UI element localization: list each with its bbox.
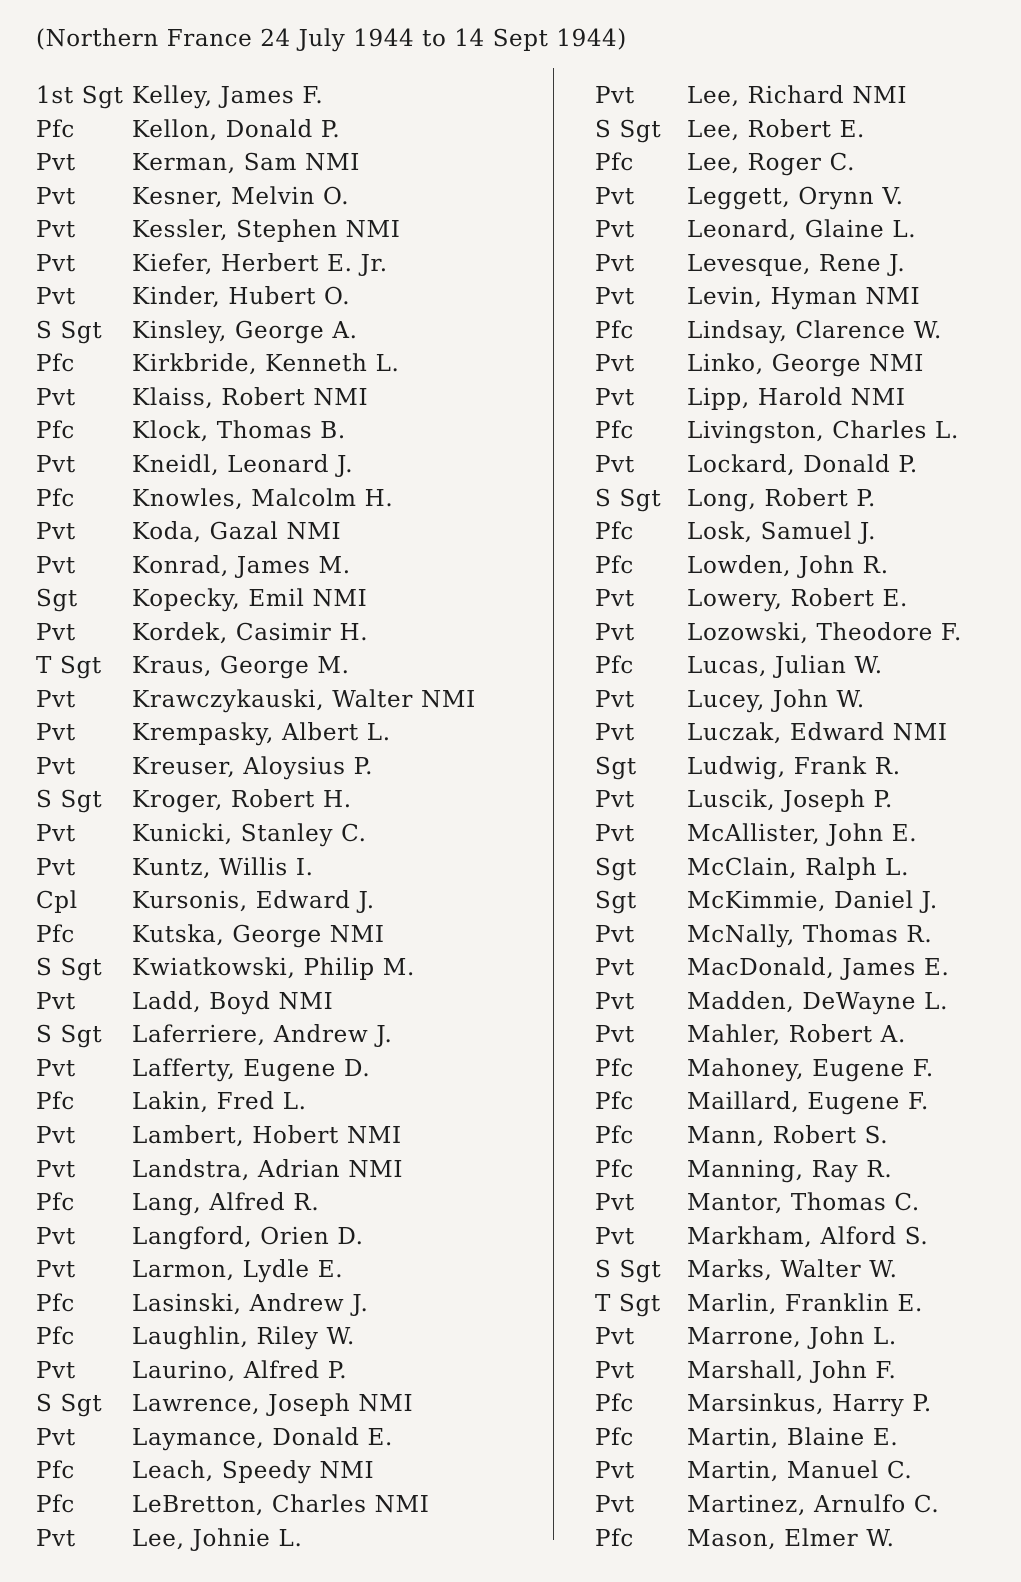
roster-entry xyxy=(36,1422,476,1456)
rank-label: Pfc xyxy=(36,1324,75,1351)
roster-entry xyxy=(595,617,962,651)
rank-label: Pvt xyxy=(595,1324,635,1351)
roster-entry xyxy=(595,1489,962,1523)
soldier-name: Knowles, Malcolm H. xyxy=(132,485,394,512)
roster-entry xyxy=(36,583,476,617)
soldier-name: Lawrence, Joseph NMI xyxy=(132,1391,414,1418)
soldier-name: Kirkbride, Kenneth L. xyxy=(132,351,400,378)
right-roster-column xyxy=(595,80,962,1556)
rank-label: Pvt xyxy=(595,284,635,311)
rank-label: Pvt xyxy=(36,1055,76,1082)
page-title: (Northern France 24 July 1944 to 14 Sept 1944) xyxy=(36,26,627,52)
rank-label: Pfc xyxy=(595,1525,634,1552)
rank-label: Pvt xyxy=(595,250,635,277)
roster-entry xyxy=(36,483,476,517)
roster-entry xyxy=(595,1422,962,1456)
rank-label: Pvt xyxy=(36,250,76,277)
soldier-name: Kwiatkowski, Philip M. xyxy=(132,955,416,982)
soldier-name: Lakin, Fred L. xyxy=(132,1089,307,1116)
roster-entry xyxy=(595,1019,962,1053)
roster-entry xyxy=(36,617,476,651)
soldier-name: Kiefer, Herbert E. Jr. xyxy=(132,250,388,277)
soldier-name: Lang, Alfred R. xyxy=(132,1190,320,1217)
soldier-name: Kutska, George NMI xyxy=(132,921,385,948)
roster-entry xyxy=(36,952,476,986)
soldier-name: Lowden, John R. xyxy=(687,552,889,579)
soldier-name: Kordek, Casimir H. xyxy=(132,619,369,646)
soldier-name: Laughlin, Riley W. xyxy=(132,1324,355,1351)
soldier-name: Kraus, George M. xyxy=(132,653,350,680)
soldier-name: Laurino, Alfred P. xyxy=(132,1357,348,1384)
roster-entry xyxy=(36,1388,476,1422)
soldier-name: Marlin, Franklin E. xyxy=(687,1290,924,1317)
roster-entry xyxy=(36,382,476,416)
roster-entry xyxy=(595,1154,962,1188)
rank-label: Pfc xyxy=(595,1055,634,1082)
roster-entry xyxy=(595,315,962,349)
roster-entry xyxy=(36,717,476,751)
roster-entry xyxy=(595,550,962,584)
roster-entry xyxy=(595,919,962,953)
rank-label: Pvt xyxy=(36,1525,76,1552)
rank-label: Pvt xyxy=(595,1357,635,1384)
rank-label: T Sgt xyxy=(595,1290,661,1317)
soldier-name: Landstra, Adrian NMI xyxy=(132,1156,404,1183)
soldier-name: Kopecky, Emil NMI xyxy=(132,586,368,613)
soldier-name: Lee, Roger C. xyxy=(687,150,856,177)
roster-entry xyxy=(36,214,476,248)
rank-label: Pvt xyxy=(595,83,635,109)
soldier-name: Losk, Samuel J. xyxy=(687,519,877,546)
rank-label: S Sgt xyxy=(595,116,662,143)
roster-entry xyxy=(36,281,476,315)
rank-label: Pfc xyxy=(36,1458,75,1485)
soldier-name: Lee, Robert E. xyxy=(687,116,866,143)
rank-label: Pvt xyxy=(36,1156,76,1183)
roster-entry xyxy=(36,181,476,215)
rank-label: Pfc xyxy=(595,317,634,344)
rank-label: Pvt xyxy=(595,217,635,244)
roster-entry xyxy=(595,650,962,684)
rank-label: Pvt xyxy=(595,619,635,646)
roster-entry xyxy=(595,415,962,449)
roster-entry xyxy=(595,1355,962,1389)
rank-label: Pvt xyxy=(36,720,76,747)
roster-entry xyxy=(36,1154,476,1188)
roster-entry xyxy=(36,516,476,550)
rank-label: Pvt xyxy=(595,821,635,848)
soldier-name: Konrad, James M. xyxy=(132,552,351,579)
soldier-name: Kneidl, Leonard J. xyxy=(132,452,354,479)
soldier-name: Kinder, Hubert O. xyxy=(132,284,351,311)
roster-entry xyxy=(595,483,962,517)
rank-label: Pvt xyxy=(36,1357,76,1384)
soldier-name: Lucas, Julian W. xyxy=(687,653,883,680)
rank-label: Pvt xyxy=(36,384,76,411)
rank-label: Pvt xyxy=(595,955,635,982)
soldier-name: Lucey, John W. xyxy=(687,686,865,713)
soldier-name: Ludwig, Frank R. xyxy=(687,753,901,780)
roster-entry xyxy=(36,348,476,382)
roster-entry xyxy=(36,1254,476,1288)
roster-entry xyxy=(595,1187,962,1221)
roster-entry xyxy=(36,852,476,886)
soldier-name: Marshall, John F. xyxy=(687,1357,897,1384)
rank-label: S Sgt xyxy=(36,1022,103,1049)
soldier-name: McAllister, John E. xyxy=(687,821,918,848)
soldier-name: Krawczykauski, Walter NMI xyxy=(132,686,476,713)
roster-entry xyxy=(595,751,962,785)
roster-entry xyxy=(36,248,476,282)
roster-entry xyxy=(595,684,962,718)
roster-entry xyxy=(36,415,476,449)
soldier-name: McClain, Ralph L. xyxy=(687,854,910,881)
roster-entry xyxy=(36,1086,476,1120)
roster-entry xyxy=(595,114,962,148)
roster-entry xyxy=(36,449,476,483)
soldier-name: Langford, Orien D. xyxy=(132,1223,364,1250)
rank-label: S Sgt xyxy=(36,955,103,982)
roster-entry xyxy=(595,348,962,382)
rank-label: Pvt xyxy=(595,787,635,814)
rank-label: Pvt xyxy=(36,686,76,713)
roster-entry xyxy=(595,818,962,852)
rank-label: S Sgt xyxy=(36,1391,103,1418)
rank-label: Pvt xyxy=(36,284,76,311)
rank-label: Pvt xyxy=(595,686,635,713)
soldier-name: McKimmie, Daniel J. xyxy=(687,888,938,915)
roster-entry xyxy=(595,80,962,114)
rank-label: Pfc xyxy=(595,418,634,445)
rank-label: Cpl xyxy=(36,888,78,915)
soldier-name: Lee, Richard NMI xyxy=(687,83,908,109)
soldier-name: Luscik, Joseph P. xyxy=(687,787,894,814)
roster-entry xyxy=(36,147,476,181)
rank-label: Pvt xyxy=(595,1190,635,1217)
rank-label: Sgt xyxy=(595,888,637,915)
rank-label: Pvt xyxy=(595,921,635,948)
rank-label: Pfc xyxy=(595,1391,634,1418)
roster-entry xyxy=(36,114,476,148)
soldier-name: McNally, Thomas R. xyxy=(687,921,933,948)
rank-label: Pvt xyxy=(595,384,635,411)
roster-entry xyxy=(595,1120,962,1154)
roster-entry xyxy=(36,1455,476,1489)
roster-entry xyxy=(36,919,476,953)
rank-label: Sgt xyxy=(36,586,78,613)
rank-label: T Sgt xyxy=(36,653,102,680)
soldier-name: Martin, Blaine E. xyxy=(687,1424,899,1451)
soldier-name: Leonard, Glaine L. xyxy=(687,217,917,244)
roster-entry xyxy=(36,1053,476,1087)
roster-entry xyxy=(36,315,476,349)
rank-label: S Sgt xyxy=(36,317,103,344)
rank-label: Pfc xyxy=(36,1190,75,1217)
roster-entry xyxy=(595,583,962,617)
rank-label: Pfc xyxy=(36,351,75,378)
soldier-name: Marsinkus, Harry P. xyxy=(687,1391,932,1418)
rank-label: Pfc xyxy=(595,1156,634,1183)
rank-label: Pfc xyxy=(595,1089,634,1116)
soldier-name: Mason, Elmer W. xyxy=(687,1525,895,1552)
soldier-name: Mahler, Robert A. xyxy=(687,1022,907,1049)
roster-entry xyxy=(595,181,962,215)
rank-label: Pfc xyxy=(595,150,634,177)
roster-entry xyxy=(595,281,962,315)
rank-label: Pvt xyxy=(595,586,635,613)
rank-label: Pvt xyxy=(36,150,76,177)
rank-label: 1st Sgt xyxy=(36,83,124,109)
rank-label: Pvt xyxy=(595,1223,635,1250)
rank-label: Pvt xyxy=(36,619,76,646)
soldier-name: Livingston, Charles L. xyxy=(687,418,960,445)
rank-label: Pfc xyxy=(36,1089,75,1116)
soldier-name: Marks, Walter W. xyxy=(687,1257,898,1284)
rank-label: Pvt xyxy=(36,1122,76,1149)
soldier-name: Martinez, Arnulfo C. xyxy=(687,1491,940,1518)
soldier-name: Leggett, Orynn V. xyxy=(687,183,904,210)
soldier-name: Kuntz, Willis I. xyxy=(132,854,314,881)
roster-entry xyxy=(595,852,962,886)
rank-label: Pvt xyxy=(595,452,635,479)
rank-label: Pvt xyxy=(595,183,635,210)
roster-entry xyxy=(595,147,962,181)
soldier-name: LeBretton, Charles NMI xyxy=(132,1491,430,1518)
roster-entry xyxy=(36,684,476,718)
rank-label: Pfc xyxy=(595,1122,634,1149)
soldier-name: Manning, Ray R. xyxy=(687,1156,893,1183)
roster-entry xyxy=(595,717,962,751)
soldier-name: Linko, George NMI xyxy=(687,351,924,378)
rank-label: Pvt xyxy=(36,217,76,244)
rank-label: Pvt xyxy=(595,988,635,1015)
roster-entry xyxy=(36,784,476,818)
soldier-name: Lozowski, Theodore F. xyxy=(687,619,962,646)
roster-entry xyxy=(36,986,476,1020)
soldier-name: Martin, Manuel C. xyxy=(687,1458,913,1485)
soldier-name: Leach, Speedy NMI xyxy=(132,1458,375,1485)
soldier-name: Kessler, Stephen NMI xyxy=(132,217,401,244)
roster-entry xyxy=(595,1523,962,1557)
soldier-name: Lafferty, Eugene D. xyxy=(132,1055,371,1082)
roster-entry xyxy=(595,1053,962,1087)
rank-label: Pfc xyxy=(595,552,634,579)
soldier-name: Lindsay, Clarence W. xyxy=(687,317,943,344)
roster-entry xyxy=(36,550,476,584)
soldier-name: Levesque, Rene J. xyxy=(687,250,906,277)
rank-label: Pfc xyxy=(36,116,75,143)
soldier-name: Marrone, John L. xyxy=(687,1324,897,1351)
soldier-name: Mantor, Thomas C. xyxy=(687,1190,920,1217)
soldier-name: Luczak, Edward NMI xyxy=(687,720,948,747)
rank-label: Pfc xyxy=(36,418,75,445)
roster-entry xyxy=(36,885,476,919)
rank-label: Pvt xyxy=(595,1458,635,1485)
rank-label: Pvt xyxy=(36,552,76,579)
roster-entry xyxy=(36,1489,476,1523)
roster-entry xyxy=(595,952,962,986)
roster-entry xyxy=(36,80,476,114)
soldier-name: Kroger, Robert H. xyxy=(132,787,352,814)
soldier-name: Maillard, Eugene F. xyxy=(687,1089,930,1116)
roster-entry xyxy=(36,1523,476,1557)
soldier-name: Lowery, Robert E. xyxy=(687,586,909,613)
roster-entry xyxy=(595,1221,962,1255)
roster-entry xyxy=(36,1019,476,1053)
soldier-name: Laymance, Donald E. xyxy=(132,1424,394,1451)
roster-entry xyxy=(595,1388,962,1422)
rank-label: Pvt xyxy=(595,720,635,747)
rank-label: S Sgt xyxy=(595,485,662,512)
soldier-name: MacDonald, James E. xyxy=(687,955,950,982)
roster-entry xyxy=(595,1455,962,1489)
roster-entry xyxy=(595,1086,962,1120)
rank-label: Pvt xyxy=(36,1223,76,1250)
rank-label: Pfc xyxy=(595,653,634,680)
soldier-name: Markham, Alford S. xyxy=(687,1223,929,1250)
roster-entry xyxy=(595,1288,962,1322)
roster-entry xyxy=(595,248,962,282)
rank-label: Pvt xyxy=(36,183,76,210)
soldier-name: Lee, Johnie L. xyxy=(132,1525,303,1552)
soldier-name: Kellon, Donald P. xyxy=(132,116,341,143)
roster-entry xyxy=(36,650,476,684)
rank-label: Pvt xyxy=(36,854,76,881)
rank-label: Sgt xyxy=(595,753,637,780)
roster-entry xyxy=(36,751,476,785)
rank-label: S Sgt xyxy=(595,1257,662,1284)
rank-label: Pvt xyxy=(36,1424,76,1451)
soldier-name: Levin, Hyman NMI xyxy=(687,284,921,311)
soldier-name: Kesner, Melvin O. xyxy=(132,183,350,210)
rank-label: Pvt xyxy=(36,519,76,546)
soldier-name: Kelley, James F. xyxy=(132,83,324,109)
rank-label: Pfc xyxy=(36,485,75,512)
soldier-name: Klock, Thomas B. xyxy=(132,418,346,445)
soldier-name: Kursonis, Edward J. xyxy=(132,888,375,915)
roster-entry xyxy=(595,516,962,550)
roster-entry xyxy=(595,214,962,248)
soldier-name: Kerman, Sam NMI xyxy=(132,150,360,177)
rank-label: Pvt xyxy=(36,988,76,1015)
roster-entry xyxy=(36,1355,476,1389)
soldier-name: Larmon, Lydle E. xyxy=(132,1257,344,1284)
left-roster-column xyxy=(36,80,476,1556)
soldier-name: Laferriere, Andrew J. xyxy=(132,1022,393,1049)
soldier-name: Lipp, Harold NMI xyxy=(687,384,906,411)
soldier-name: Madden, DeWayne L. xyxy=(687,988,949,1015)
rank-label: Pvt xyxy=(36,1257,76,1284)
roster-entry xyxy=(595,1254,962,1288)
soldier-name: Lasinski, Andrew J. xyxy=(132,1290,369,1317)
roster-entry xyxy=(36,1221,476,1255)
roster-entry xyxy=(595,986,962,1020)
soldier-name: Lockard, Donald P. xyxy=(687,452,918,479)
soldier-name: Long, Robert P. xyxy=(687,485,876,512)
rank-label: Pfc xyxy=(595,519,634,546)
soldier-name: Klaiss, Robert NMI xyxy=(132,384,369,411)
rank-label: Pvt xyxy=(36,753,76,780)
column-divider xyxy=(553,68,554,1540)
rank-label: Pfc xyxy=(36,1491,75,1518)
soldier-name: Kreuser, Aloysius P. xyxy=(132,753,374,780)
rank-label: Pvt xyxy=(595,1491,635,1518)
roster-entry xyxy=(36,1120,476,1154)
rank-label: Pfc xyxy=(36,921,75,948)
roster-entry xyxy=(595,449,962,483)
soldier-name: Lambert, Hobert NMI xyxy=(132,1122,402,1149)
roster-entry xyxy=(36,1321,476,1355)
rank-label: Pfc xyxy=(595,1424,634,1451)
rank-label: Pvt xyxy=(36,821,76,848)
soldier-name: Mahoney, Eugene F. xyxy=(687,1055,934,1082)
roster-entry xyxy=(36,1187,476,1221)
soldier-name: Ladd, Boyd NMI xyxy=(132,988,334,1015)
roster-entry xyxy=(36,818,476,852)
rank-label: Pfc xyxy=(36,1290,75,1317)
rank-label: S Sgt xyxy=(36,787,103,814)
roster-entry xyxy=(595,885,962,919)
roster-entry xyxy=(36,1288,476,1322)
roster-entry xyxy=(595,382,962,416)
roster-entry xyxy=(595,784,962,818)
rank-label: Sgt xyxy=(595,854,637,881)
rank-label: Pvt xyxy=(595,351,635,378)
roster-entry xyxy=(595,1321,962,1355)
soldier-name: Koda, Gazal NMI xyxy=(132,519,342,546)
soldier-name: Mann, Robert S. xyxy=(687,1122,889,1149)
soldier-name: Kinsley, George A. xyxy=(132,317,358,344)
soldier-name: Krempasky, Albert L. xyxy=(132,720,391,747)
rank-label: Pvt xyxy=(36,452,76,479)
rank-label: Pvt xyxy=(595,1022,635,1049)
soldier-name: Kunicki, Stanley C. xyxy=(132,821,367,848)
